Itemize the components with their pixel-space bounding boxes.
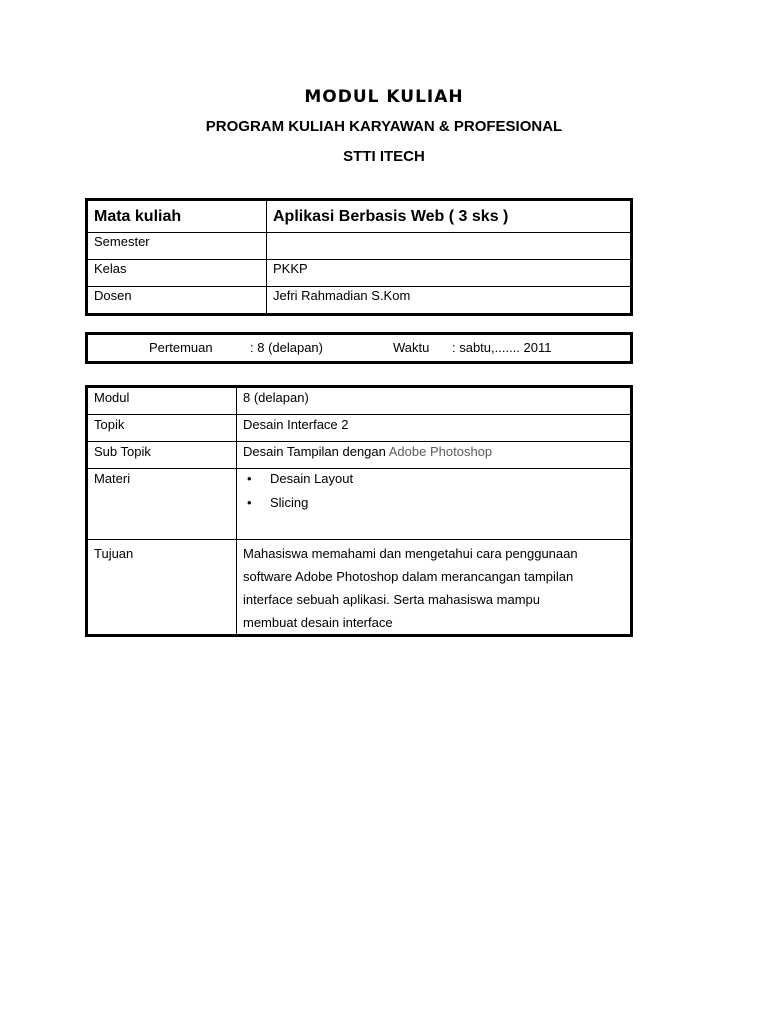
table-row bbox=[87, 260, 632, 287]
waktu-label: Waktu bbox=[393, 340, 430, 355]
subtopik-value-highlight: Adobe Photoshop bbox=[388, 444, 493, 459]
modul-value: 8 (delapan) bbox=[237, 387, 632, 415]
module-table bbox=[85, 385, 633, 637]
materi-value bbox=[237, 469, 632, 540]
tujuan-line: software Adobe Photoshop dalam merancangan tampilan bbox=[243, 569, 574, 584]
waktu-value: : sabtu,....... 2011 bbox=[452, 340, 552, 355]
tujuan-line: membuat desain interface bbox=[243, 615, 393, 630]
table-row bbox=[87, 442, 632, 469]
list-item: • Desain Layout bbox=[243, 471, 624, 495]
modul-label: Modul bbox=[87, 387, 237, 415]
meeting-box bbox=[85, 332, 633, 364]
materi-list bbox=[243, 471, 624, 519]
course-info-table bbox=[85, 198, 633, 316]
materi-label: Materi bbox=[87, 469, 237, 540]
topik-value: Desain Interface 2 bbox=[237, 415, 632, 442]
semester-value bbox=[267, 233, 632, 260]
mata-kuliah-label: Mata kuliah bbox=[87, 200, 267, 233]
semester-label: Semester bbox=[87, 233, 267, 260]
table-row bbox=[87, 469, 632, 540]
pertemuan-label: Pertemuan bbox=[149, 340, 213, 355]
subtopik-value bbox=[237, 442, 632, 469]
dosen-value: Jefri Rahmadian S.Kom bbox=[267, 287, 632, 315]
table-row bbox=[87, 387, 632, 415]
subtopik-value-prefix: Desain Tampilan dengan bbox=[243, 444, 389, 459]
table-row bbox=[87, 200, 632, 233]
list-item: • Slicing bbox=[243, 495, 624, 519]
institution-subtitle: STTI ITECH bbox=[343, 148, 425, 165]
table-row bbox=[87, 540, 632, 636]
kelas-value: PKKP bbox=[267, 260, 632, 287]
document-title: MODUL KULIAH bbox=[304, 87, 464, 107]
topik-label: Topik bbox=[87, 415, 237, 442]
dosen-label: Dosen bbox=[87, 287, 267, 315]
kelas-label: Kelas bbox=[87, 260, 267, 287]
program-subtitle: PROGRAM KULIAH KARYAWAN & PROFESIONAL bbox=[205, 118, 563, 135]
tujuan-value bbox=[237, 540, 632, 636]
table-row bbox=[87, 287, 632, 315]
subtopik-label: Sub Topik bbox=[87, 442, 237, 469]
tujuan-label: Tujuan bbox=[87, 540, 237, 636]
mata-kuliah-value: Aplikasi Berbasis Web ( 3 sks ) bbox=[267, 200, 632, 233]
table-row bbox=[87, 415, 632, 442]
pertemuan-value: : 8 (delapan) bbox=[250, 340, 323, 355]
tujuan-line: interface sebuah aplikasi. Serta mahasiswa mampu bbox=[243, 592, 540, 607]
tujuan-line: Mahasiswa memahami dan mengetahui cara penggunaan bbox=[243, 546, 578, 561]
table-row bbox=[87, 233, 632, 260]
